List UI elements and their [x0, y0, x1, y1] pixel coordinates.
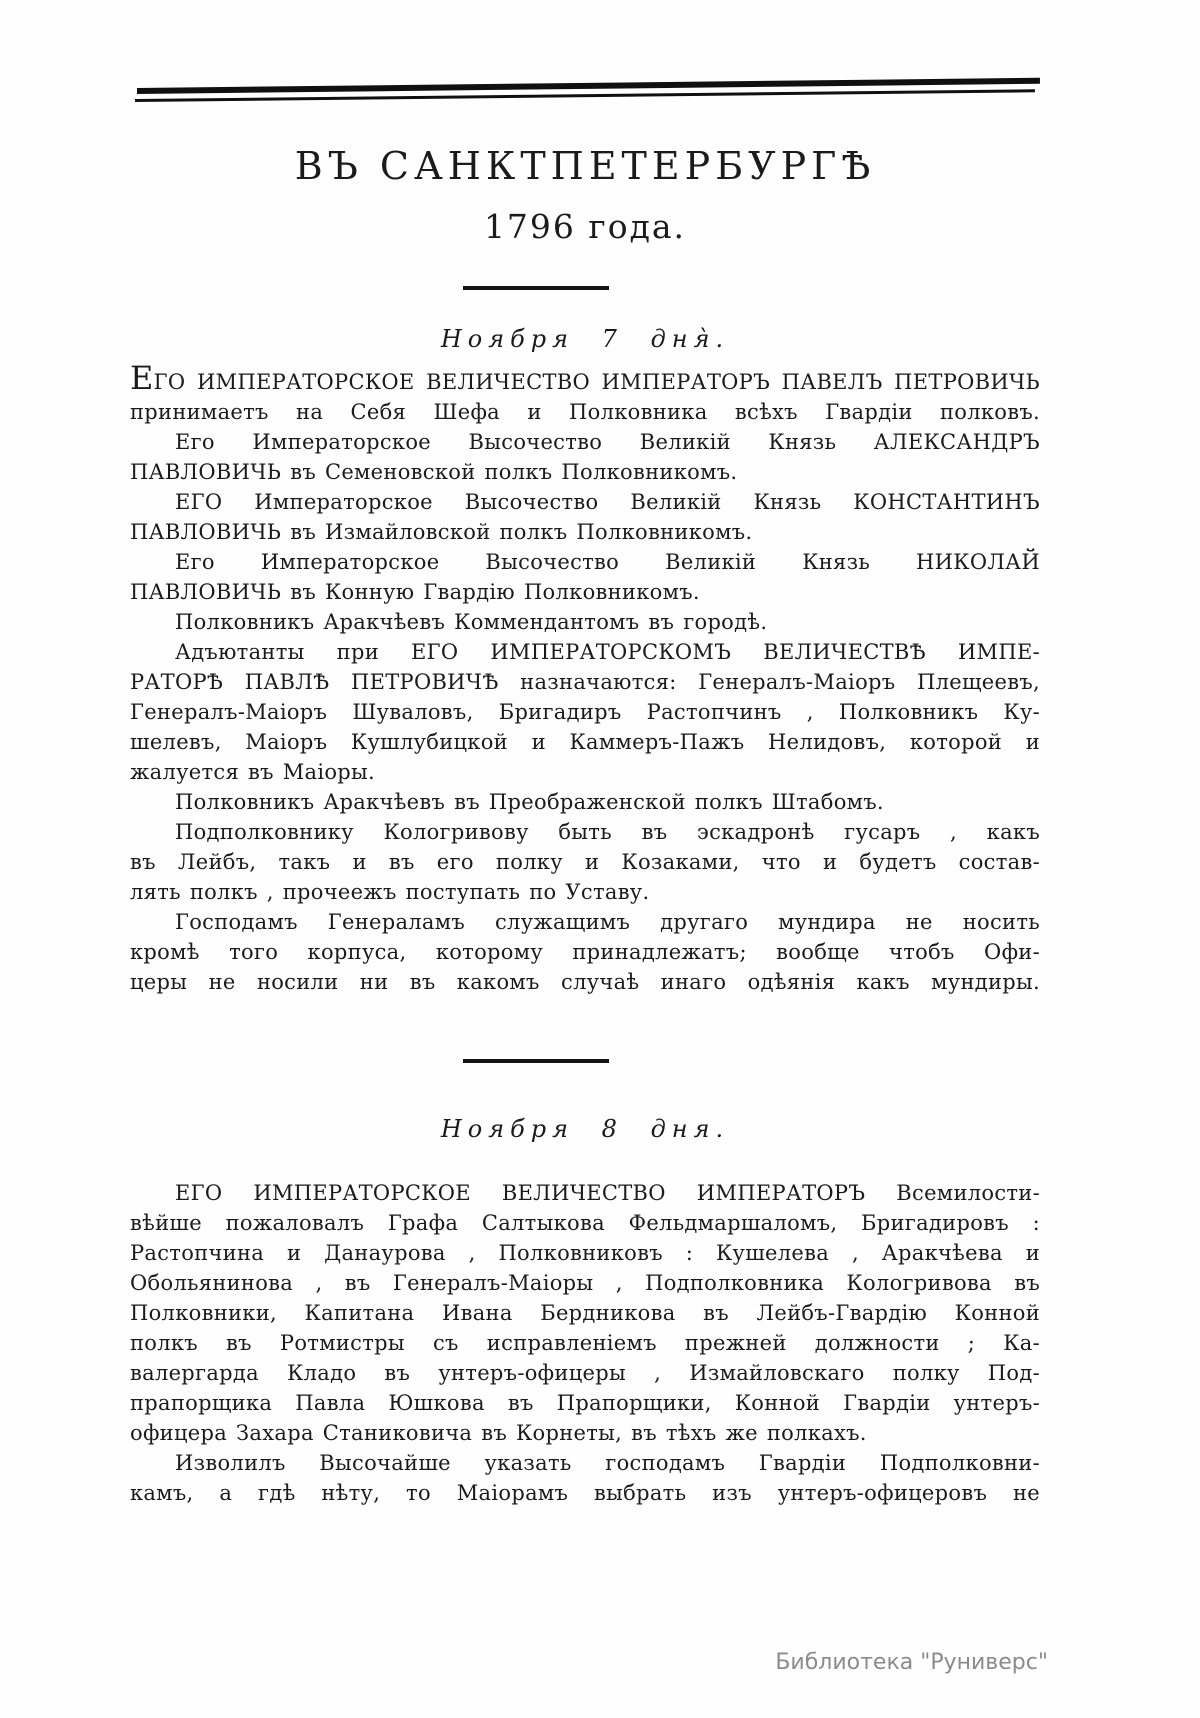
text-line: прапорщика Павла Юшкова въ Прапорщики, Конной Гвардіи унтеръ-: [130, 1391, 1040, 1415]
text-line: ПАВЛОВИЧЬ въ Конную Гвардію Полковникомъ.: [130, 580, 700, 604]
text-line: шелевъ, Маіоръ Кушлубицкой и Каммеръ-Пажъ Нелидовъ, которой и: [130, 730, 1040, 754]
text-line: принимаетъ на Себя Шефа и Полковника всѣхъ Гвардіи полковъ.: [130, 400, 1040, 424]
text-line: Полковникъ Аракчѣевъ въ Преображенской полкъ Штабомъ.: [175, 790, 884, 814]
text-line: ЕГО ИМПЕРАТОРСКОЕ ВЕЛИЧЕСТВО ИМПЕРАТОРЪ Всемилости-: [175, 1181, 1040, 1205]
paragraph: [130, 1448, 1040, 1508]
paragraph: [130, 1178, 1040, 1448]
text-line: жалуется въ Маіоры.: [130, 760, 376, 784]
paragraph: [130, 547, 1040, 607]
text-line: Обольянинова , въ Генералъ-Маіоры , Подполковника Кологривова въ: [130, 1271, 1040, 1295]
sections: [130, 286, 1040, 1508]
section-divider: [463, 1059, 609, 1063]
text-line: ЕГО Императорское Высочество Великій Князь КОНСТАНТИНЪ: [175, 490, 1040, 514]
section-divider: [463, 286, 609, 290]
page-subtitle: 1796 года.: [483, 207, 687, 246]
day-heading: Ноября 7 дня̀.: [440, 325, 730, 353]
paragraph: [130, 787, 1040, 817]
text-line: вѣйше пожаловалъ Графа Салтыкова Фельдмаршаломъ, Бригадировъ :: [130, 1211, 1040, 1235]
text-line: церы не носили ни въ какомъ случаѣ инаго одѣянія какъ мундиры.: [130, 970, 1040, 994]
text-line: лять полкъ , прочеежъ поступать по Уставу.: [130, 880, 650, 904]
drop-cap: Е: [130, 359, 154, 397]
text-line: валергарда Кладо въ унтеръ-офицеры , Измайловскаго полку Под-: [130, 1361, 1040, 1385]
text-line: Изволилъ Высочайше указать господамъ Гвардіи Подполковни-: [175, 1451, 1040, 1475]
paragraph: [130, 487, 1040, 547]
day-heading: Ноября 8 дня.: [440, 1115, 730, 1143]
text-line: кромѣ того корпуса, которому принадлежатъ; вообще чтобъ Офи-: [130, 940, 1040, 964]
day-section: [130, 1059, 1040, 1508]
text-line: офицера Захара Станиковича въ Корнеты, въ тѣхъ же полкахъ.: [130, 1421, 867, 1445]
text-line: Его Императорское Высочество Великій Князь АЛЕКСАНДРЪ: [175, 430, 1040, 454]
text-line: Полковникъ Аракчѣевъ Коммендантомъ въ городѣ.: [175, 610, 768, 634]
page-title: ВЪ САНКТПЕТЕРБУРГѢ: [294, 144, 876, 188]
text-line: Господамъ Генераламъ служащимъ другаго мундира не носить: [175, 910, 1040, 934]
text-line: Его Императорское Высочество Великій Князь НИКОЛАЙ: [175, 550, 1040, 574]
paragraph: [130, 637, 1040, 787]
paragraph: [130, 359, 1040, 427]
text-line: полкъ въ Ротмистры съ исправленіемъ прежней должности ; Ка-: [130, 1331, 1040, 1355]
text-line: Генералъ-Маіоръ Шуваловъ, Бригадиръ Растопчинъ , Полковникъ Ку-: [130, 700, 1040, 724]
paragraph: [130, 607, 1040, 637]
paragraph: [130, 817, 1040, 907]
paragraph: [130, 427, 1040, 487]
line-rest: ГО ИМПЕРАТОРСКОЕ ВЕЛИЧЕСТВО ИМПЕРАТОРЪ ПАВЕЛЪ ПЕТРОВИЧЬ: [153, 370, 1040, 394]
paragraph: [130, 907, 1040, 997]
text-line: Подполковнику Кологривову быть въ эскадронѣ гусаръ , какъ: [175, 820, 1040, 844]
text-line: [130, 359, 1040, 397]
text-line: ПАВЛОВИЧЬ въ Измайловской полкъ Полковникомъ.: [130, 520, 753, 544]
text-line: Полковники, Капитана Ивана Бердникова въ Лейбъ-Гвардію Конной: [130, 1301, 1040, 1325]
text-line: Растопчина и Данаурова , Полковниковъ : Кушелева , Аракчѣева и: [130, 1241, 1040, 1265]
text-line: РАТОРѢ ПАВЛѢ ПЕТРОВИЧѢ назначаются: Генералъ-Маіоръ Плещеевъ,: [130, 670, 1040, 694]
text-line: Адъютанты при ЕГО ИМПЕРАТОРСКОМЪ ВЕЛИЧЕСТВѢ ИМПЕ-: [175, 640, 1040, 664]
text-line: ПАВЛОВИЧЬ въ Семеновской полкъ Полковникомъ.: [130, 460, 738, 484]
text-line: камъ, а гдѣ нѣту, то Маіорамъ выбрать изъ унтеръ-офицеровъ не: [130, 1481, 1040, 1505]
text-line: въ Лейбъ, такъ и въ его полку и Козаками, что и будетъ состав-: [130, 850, 1040, 874]
watermark-label: Библиотека "Руниверс": [775, 1650, 1048, 1675]
day-section: [130, 286, 1040, 997]
